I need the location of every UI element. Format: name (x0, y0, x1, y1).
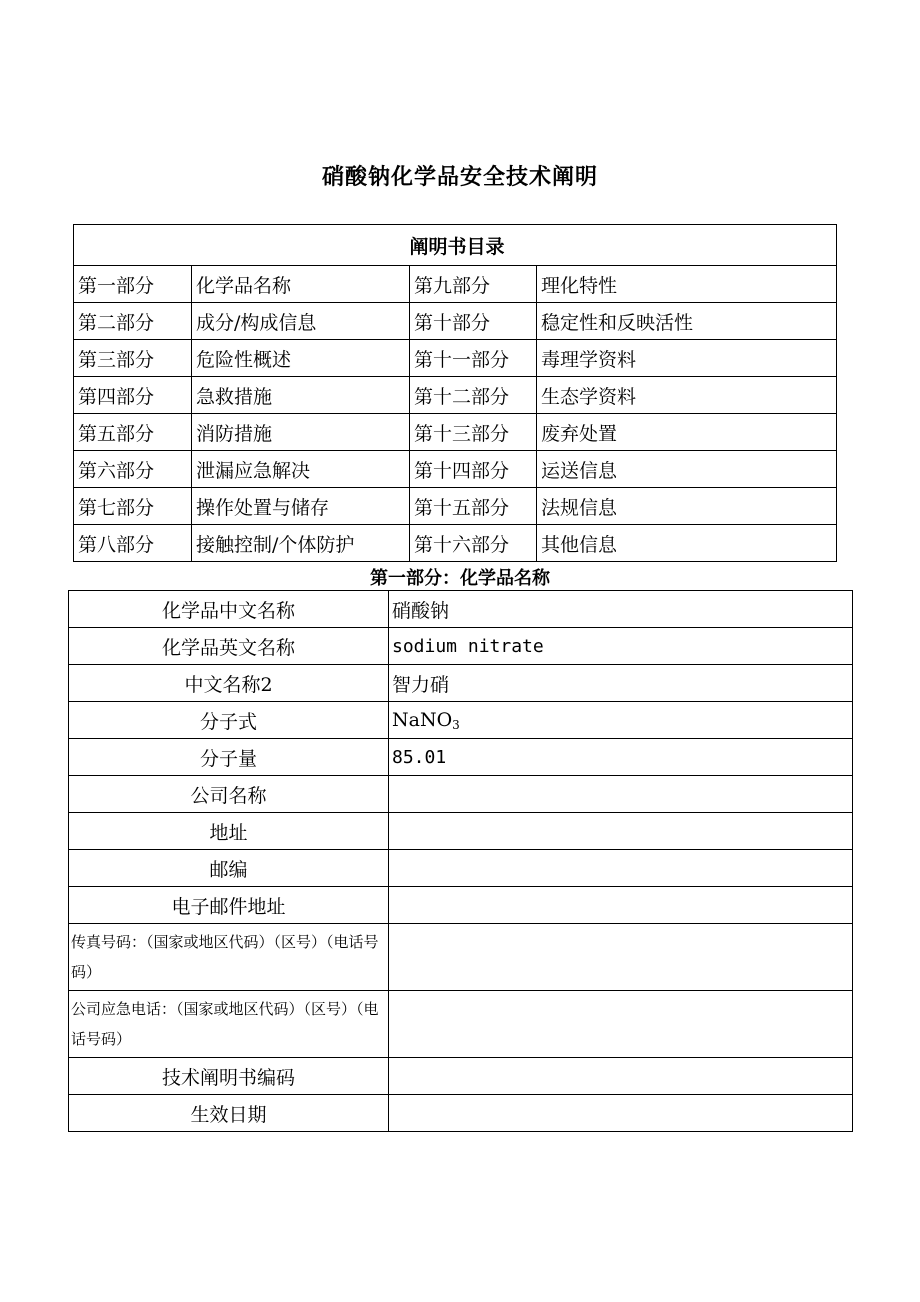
molecular-weight-value: 85.01 (389, 739, 853, 776)
table-row (74, 414, 837, 451)
toc-part-title: 成分/构成信息 (192, 303, 410, 340)
table-row (69, 665, 853, 702)
toc-part-number: 第七部分 (74, 488, 192, 525)
row-label: 公司应急电话：（国家或地区代码）（区号）（电话号码） (69, 991, 389, 1058)
toc-part-number: 第十三部分 (410, 414, 537, 451)
table-row (74, 266, 837, 303)
toc-part-title: 消防措施 (192, 414, 410, 451)
toc-part-title: 运送信息 (537, 451, 837, 488)
toc-part-title: 法规信息 (537, 488, 837, 525)
table-row (69, 1058, 853, 1095)
row-label: 公司名称 (69, 776, 389, 813)
emergency-phone-value (389, 991, 853, 1058)
toc-part-number: 第十一部分 (410, 340, 537, 377)
table-row (69, 591, 853, 628)
toc-part-number: 第十六部分 (410, 525, 537, 562)
row-label: 电子邮件地址 (69, 887, 389, 924)
row-label: 分子量 (69, 739, 389, 776)
table-row (69, 776, 853, 813)
row-label: 分子式 (69, 702, 389, 739)
toc-part-number: 第五部分 (74, 414, 192, 451)
toc-part-title: 生态学资料 (537, 377, 837, 414)
address-value (389, 813, 853, 850)
formula-main: NaNO (392, 708, 453, 731)
chinese-name-value: 硝酸钠 (389, 591, 853, 628)
formula-subscript: 3 (452, 717, 460, 732)
postcode-value (389, 850, 853, 887)
toc-part-title: 理化特性 (537, 266, 837, 303)
table-row (74, 488, 837, 525)
table-row (74, 377, 837, 414)
row-label: 传真号码：（国家或地区代码）（区号）（电话号码） (69, 924, 389, 991)
toc-part-title: 急救措施 (192, 377, 410, 414)
table-row (69, 628, 853, 665)
table-row (69, 702, 853, 739)
document-title: 硝酸钠化学品安全技术阐明 (321, 165, 598, 190)
fax-value (389, 924, 853, 991)
row-label: 地址 (69, 813, 389, 850)
effective-date-value (389, 1095, 853, 1132)
table-row (69, 924, 853, 991)
toc-part-title: 稳定性和反映活性 (537, 303, 837, 340)
english-name-value: sodium nitrate (389, 628, 853, 665)
toc-part-number: 第十五部分 (410, 488, 537, 525)
toc-part-number: 第十二部分 (410, 377, 537, 414)
toc-part-title: 化学品名称 (192, 266, 410, 303)
toc-part-number: 第十四部分 (410, 451, 537, 488)
toc-part-title: 毒理学资料 (537, 340, 837, 377)
table-row (69, 813, 853, 850)
table-row (69, 850, 853, 887)
toc-part-title: 操作处置与储存 (192, 488, 410, 525)
molecular-formula-value (389, 702, 853, 739)
chemical-identification-table (68, 590, 853, 1132)
toc-part-title: 废弃处置 (537, 414, 837, 451)
toc-part-number: 第三部分 (74, 340, 192, 377)
toc-part-number: 第六部分 (74, 451, 192, 488)
toc-part-title: 其他信息 (537, 525, 837, 562)
table-row (74, 340, 837, 377)
email-value (389, 887, 853, 924)
row-label: 技术阐明书编码 (69, 1058, 389, 1095)
toc-part-title: 危险性概述 (192, 340, 410, 377)
table-row (69, 739, 853, 776)
toc-part-number: 第九部分 (410, 266, 537, 303)
table-row (69, 1095, 853, 1132)
row-label: 中文名称2 (69, 665, 389, 702)
toc-part-title: 泄漏应急解决 (192, 451, 410, 488)
toc-part-number: 第四部分 (74, 377, 192, 414)
company-name-value (389, 776, 853, 813)
toc-part-title: 接触控制/个体防护 (192, 525, 410, 562)
row-label: 邮编 (69, 850, 389, 887)
row-label: 化学品中文名称 (69, 591, 389, 628)
section-1-title: 第一部分：化学品名称 (370, 568, 550, 589)
toc-table (73, 224, 837, 562)
table-row (69, 991, 853, 1058)
sds-code-value (389, 1058, 853, 1095)
table-row (74, 525, 837, 562)
toc-part-number: 第二部分 (74, 303, 192, 340)
row-label: 生效日期 (69, 1095, 389, 1132)
toc-heading: 阐明书目录 (74, 225, 837, 266)
table-row (69, 887, 853, 924)
toc-part-number: 第八部分 (74, 525, 192, 562)
toc-part-number: 第十部分 (410, 303, 537, 340)
table-row (74, 303, 837, 340)
row-label: 化学品英文名称 (69, 628, 389, 665)
toc-part-number: 第一部分 (74, 266, 192, 303)
table-row (74, 451, 837, 488)
chinese-name-2-value: 智力硝 (389, 665, 853, 702)
